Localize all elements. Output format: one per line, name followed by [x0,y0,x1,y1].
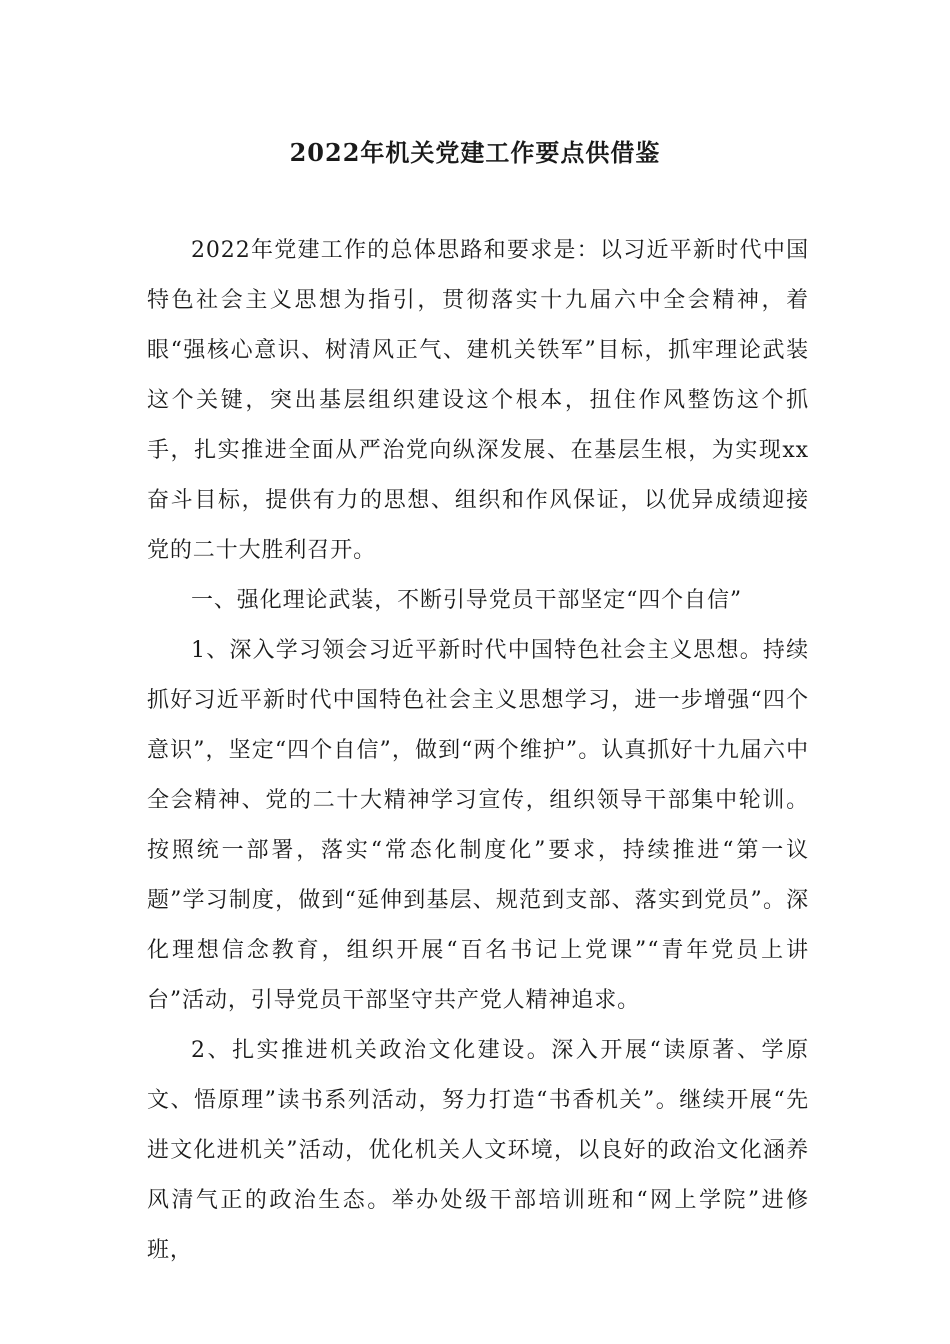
paragraph-overview: 2022年党建工作的总体思路和要求是：以习近平新时代中国特色社会主义思想为指引，贯彻落实十九届六中全会精神，着眼“强核心意识、树清风正气、建机关铁军”目标，抓牢理论武装这个关键，突出基层组织建设这个根本，扭住作风整饬这个抓手，扎实推进全面从严治党向纵深发展、在基层生根，为实现xx奋斗目标，提供有力的思想、组织和作风保证，以优异成绩迎接党的二十大胜利召开。 [147,238,809,563]
document-title: 2022年机关党建工作要点供借鉴 [289,138,661,167]
paragraph-item-1: 1、深入学习领会习近平新时代中国特色社会主义思想。持续抓好习近平新时代中国特色社会主义思想学习，进一步增强“四个意识”，坚定“四个自信”，做到“两个维护”。认真抓好十九届六中全会精神、党的二十大精神学习宣传，组织领导干部集中轮训。按照统一部署，落实“常态化制度化”要求，持续推进“第一议题”学习制度，做到“延伸到基层、规范到支部、落实到党员”。深化理想信念教育，组织开展“百名书记上党课”“青年党员上讲台”活动，引导党员干部坚守共产党人精神追求。 [147,638,809,1013]
section-heading-1: 一、强化理论武装，不断引导党员干部坚定“四个自信” [191,588,742,613]
document-body [147,226,809,1276]
paragraph-item-2: 2、扎实推进机关政治文化建设。深入开展“读原著、学原文、悟原理”读书系列活动，努力打造“书香机关”。继续开展“先进文化进机关”活动，优化机关人文环境，以良好的政治文化涵养风清气正的政治生态。举办处级干部培训班和“网上学院”进修班， [147,1038,809,1263]
